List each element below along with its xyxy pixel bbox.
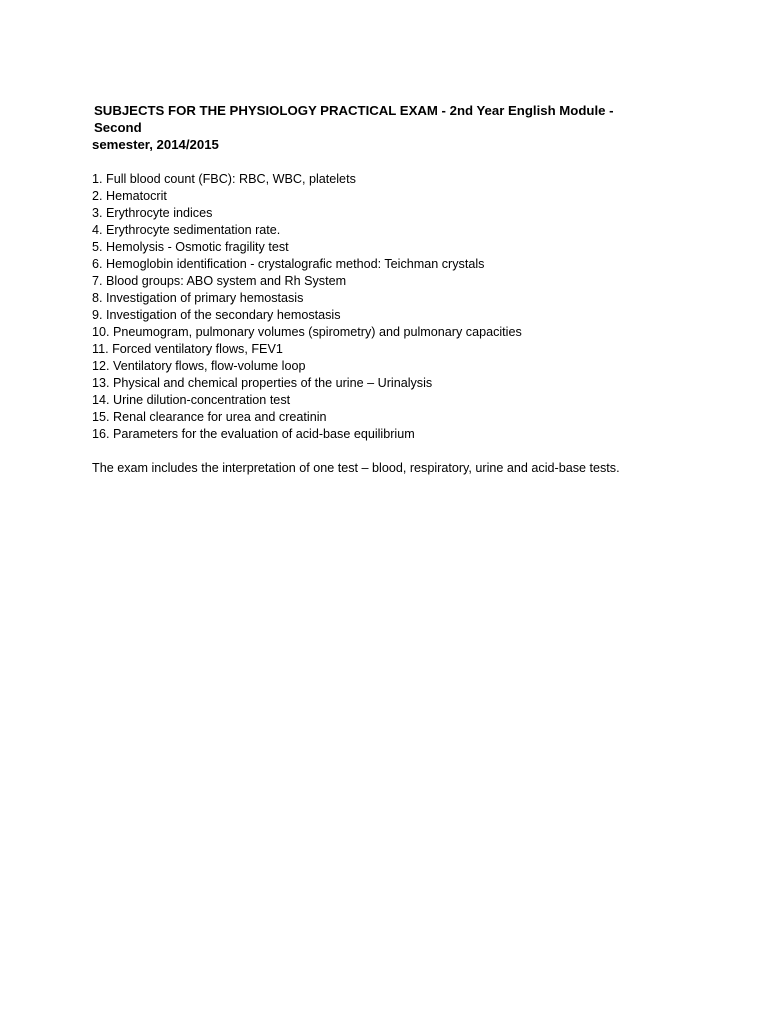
list-item: 9. Investigation of the secondary hemostasis [92, 308, 341, 322]
list-item: 11. Forced ventilatory flows, FEV1 [92, 342, 283, 356]
list-item: 14. Urine dilution-concentration test [92, 393, 291, 407]
list-item: 7. Blood groups: ABO system and Rh System [92, 274, 347, 288]
list-item: 12. Ventilatory flows, flow-volume loop [92, 359, 306, 373]
list-item: 8. Investigation of primary hemostasis [92, 291, 304, 305]
list-item: 5. Hemolysis - Osmotic fragility test [92, 240, 289, 254]
list-item: 1. Full blood count (FBC): RBC, WBC, platelets [92, 172, 356, 186]
document-title-line-1: SUBJECTS FOR THE PHYSIOLOGY PRACTICAL EXAM - 2nd Year English Module - Second [94, 103, 614, 135]
list-item: 15. Renal clearance for urea and creatinin [92, 410, 327, 424]
document-title-line-2: semester, 2014/2015 [92, 137, 219, 152]
list-item: 2. Hematocrit [92, 189, 167, 203]
document-title [92, 102, 654, 153]
list-item: 16. Parameters for the evaluation of acid-base equilibrium [92, 427, 415, 441]
document-page [92, 102, 692, 477]
exam-note: The exam includes the interpretation of one test – blood, respiratory, urine and acid-base tests. [92, 461, 620, 475]
list-item: 10. Pneumogram, pulmonary volumes (spirometry) and pulmonary capacities [92, 325, 522, 339]
list-item: 13. Physical and chemical properties of the urine – Urinalysis [92, 376, 433, 390]
subject-list [92, 171, 692, 443]
list-item: 4. Erythrocyte sedimentation rate. [92, 223, 281, 237]
list-item: 6. Hemoglobin identification - crystalografic method: Teichman crystals [92, 257, 485, 271]
list-item: 3. Erythrocyte indices [92, 206, 213, 220]
